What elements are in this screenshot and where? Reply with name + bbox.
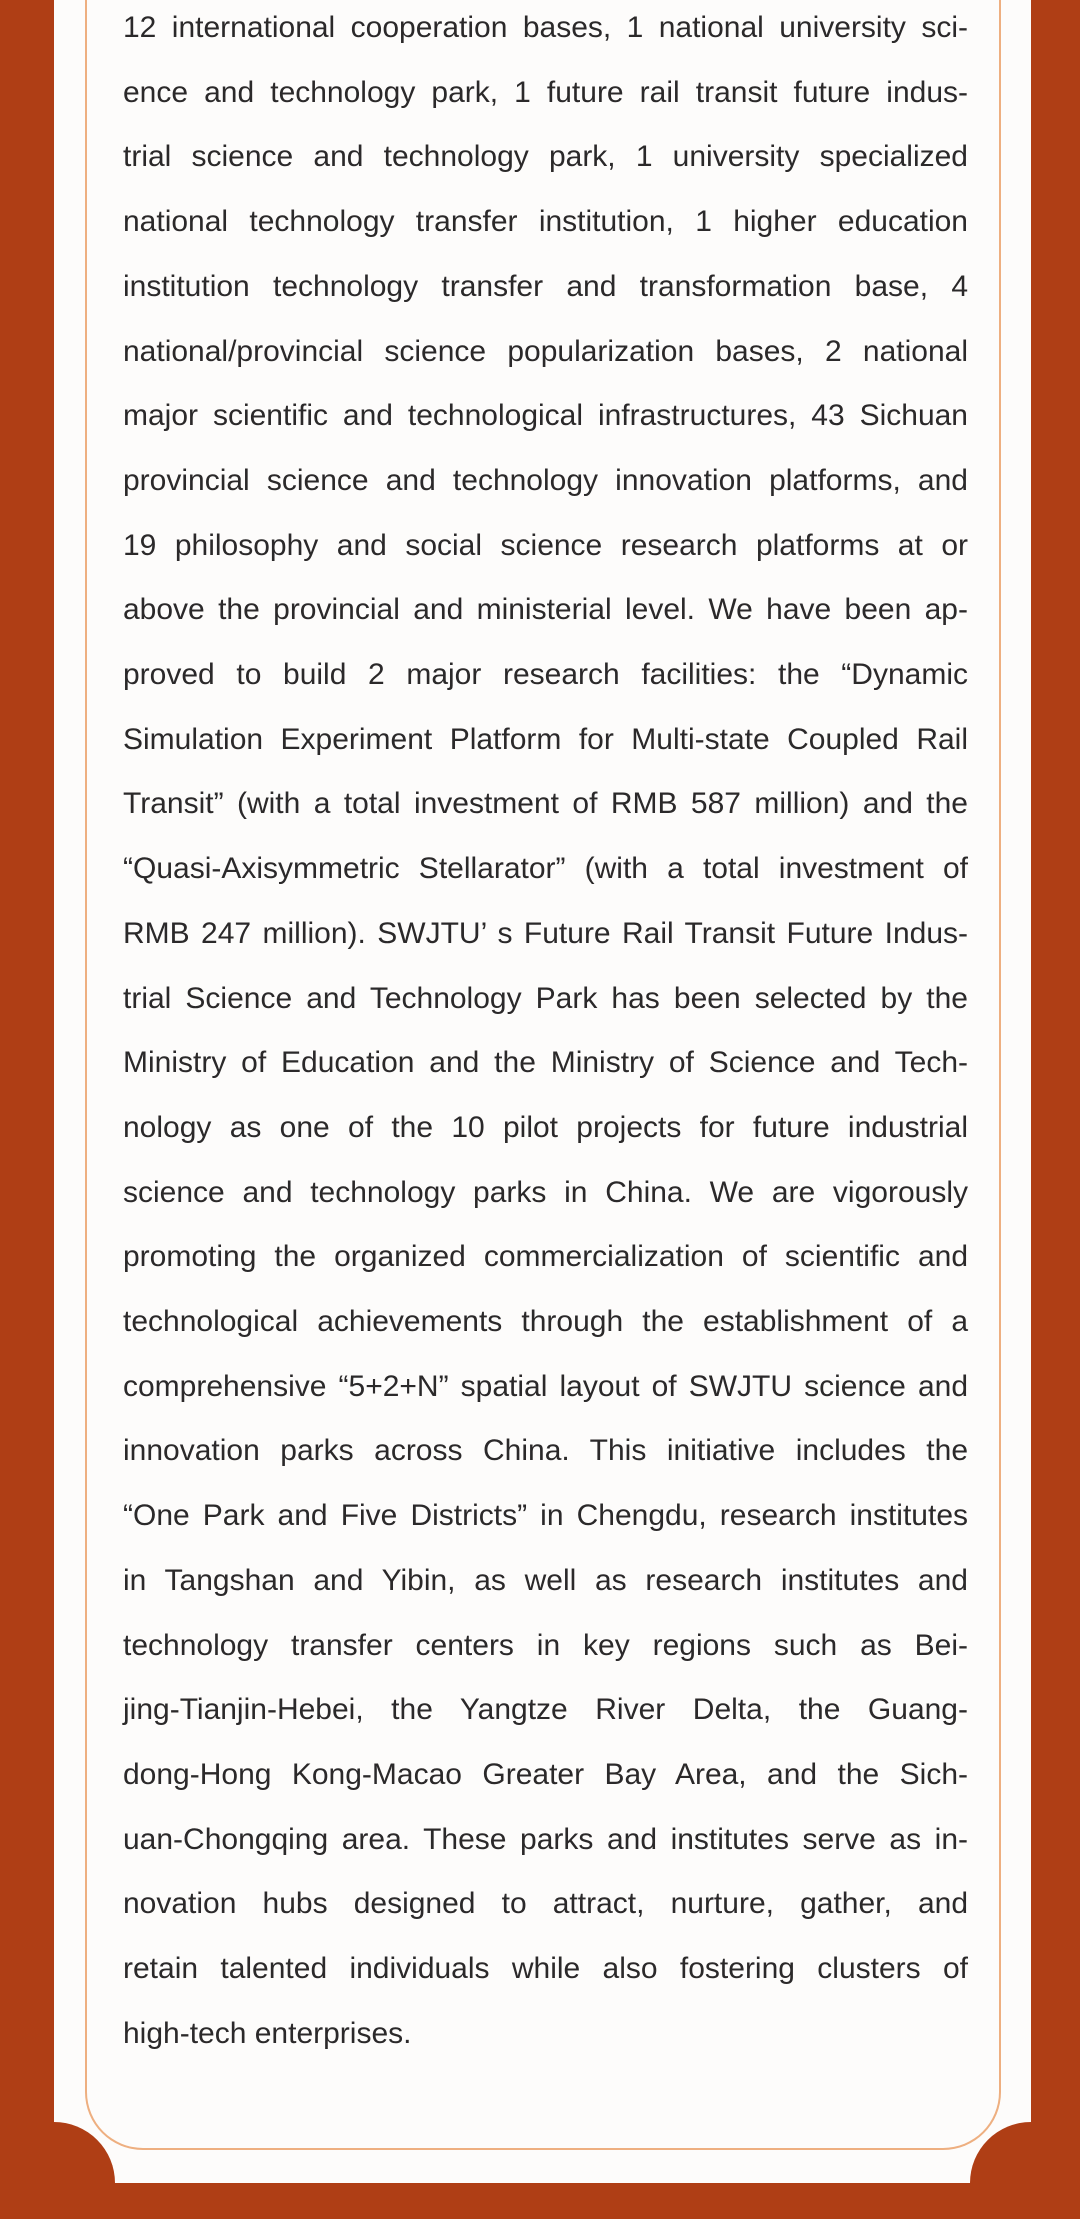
paragraph-line: dong-Hong Kong-Macao Greater Bay Area, and the Sich- xyxy=(123,1757,968,1791)
paragraph-line: technological achievements through the establishment of a xyxy=(123,1305,968,1339)
paragraph-line: “Quasi-Axisymmetric Stellarator” (with a total investment of xyxy=(123,852,968,886)
frame-right-band xyxy=(1031,0,1080,2219)
paragraph-line: novation hubs designed to attract, nurture, gather, and xyxy=(123,1887,968,1921)
paragraph-line: trial Science and Technology Park has been selected by the xyxy=(123,981,968,1015)
paragraph-line: technology transfer centers in key regions such as Bei- xyxy=(123,1628,968,1662)
paragraph-line: retain talented individuals while also fostering clusters of xyxy=(123,1952,968,1986)
paragraph-line: national technology transfer institution, 1 higher education xyxy=(123,205,968,239)
paragraph-line: “One Park and Five Districts” in Chengdu, research institutes xyxy=(123,1499,968,1533)
frame-bottom-band xyxy=(0,2183,1080,2219)
paragraph-line: comprehensive “5+2+N” spatial layout of SWJTU science and xyxy=(123,1369,968,1403)
paragraph-line: in Tangshan and Yibin, as well as research institutes and xyxy=(123,1563,968,1597)
paragraph-line: RMB 247 million). SWJTU’ s Future Rail Transit Future Indus- xyxy=(123,916,968,950)
paragraph-line: Transit” (with a total investment of RMB 587 million) and the xyxy=(123,787,968,821)
paragraph-line: national/provincial science popularization bases, 2 national xyxy=(123,334,968,368)
paragraph-line: Simulation Experiment Platform for Multi-state Coupled Rail xyxy=(123,722,968,756)
paragraph-line: 12 international cooperation bases, 1 national university sci- xyxy=(123,11,968,44)
paragraph-line: uan-Chongqing area. These parks and institutes serve as in- xyxy=(123,1822,968,1856)
paragraph-line: above the provincial and ministerial level. We have been ap- xyxy=(123,593,968,627)
paragraph-line: Ministry of Education and the Ministry of Science and Tech- xyxy=(123,1046,968,1080)
paragraph-line: major scientific and technological infrastructures, 43 Sichuan xyxy=(123,399,968,433)
paragraph-line: ence and technology park, 1 future rail transit future indus- xyxy=(123,75,968,109)
frame-left-band xyxy=(0,0,54,2219)
paragraph-line: institution technology transfer and transformation base, 4 xyxy=(123,269,968,303)
paragraph-line: proved to build 2 major research facilities: the “Dynamic xyxy=(123,658,968,692)
paragraph-line: nology as one of the 10 pilot projects for future industrial xyxy=(123,1110,968,1144)
paragraph-line: jing-Tianjin-Hebei, the Yangtze River Delta, the Guang- xyxy=(123,1693,968,1727)
article-text xyxy=(123,0,968,2067)
paragraph-line: science and technology parks in China. We are vigorously xyxy=(123,1175,968,1209)
paragraph-line: innovation parks across China. This initiative includes the xyxy=(123,1434,968,1468)
paragraph-line: provincial science and technology innovation platforms, and xyxy=(123,463,968,497)
paragraph-line: trial science and technology park, 1 university specialized xyxy=(123,140,968,174)
paragraph-line: promoting the organized commercialization of scientific and xyxy=(123,1240,968,1274)
paragraph-line: high-tech enterprises. xyxy=(123,2016,412,2050)
paragraph-line: 19 philosophy and social science research platforms at or xyxy=(123,528,968,562)
